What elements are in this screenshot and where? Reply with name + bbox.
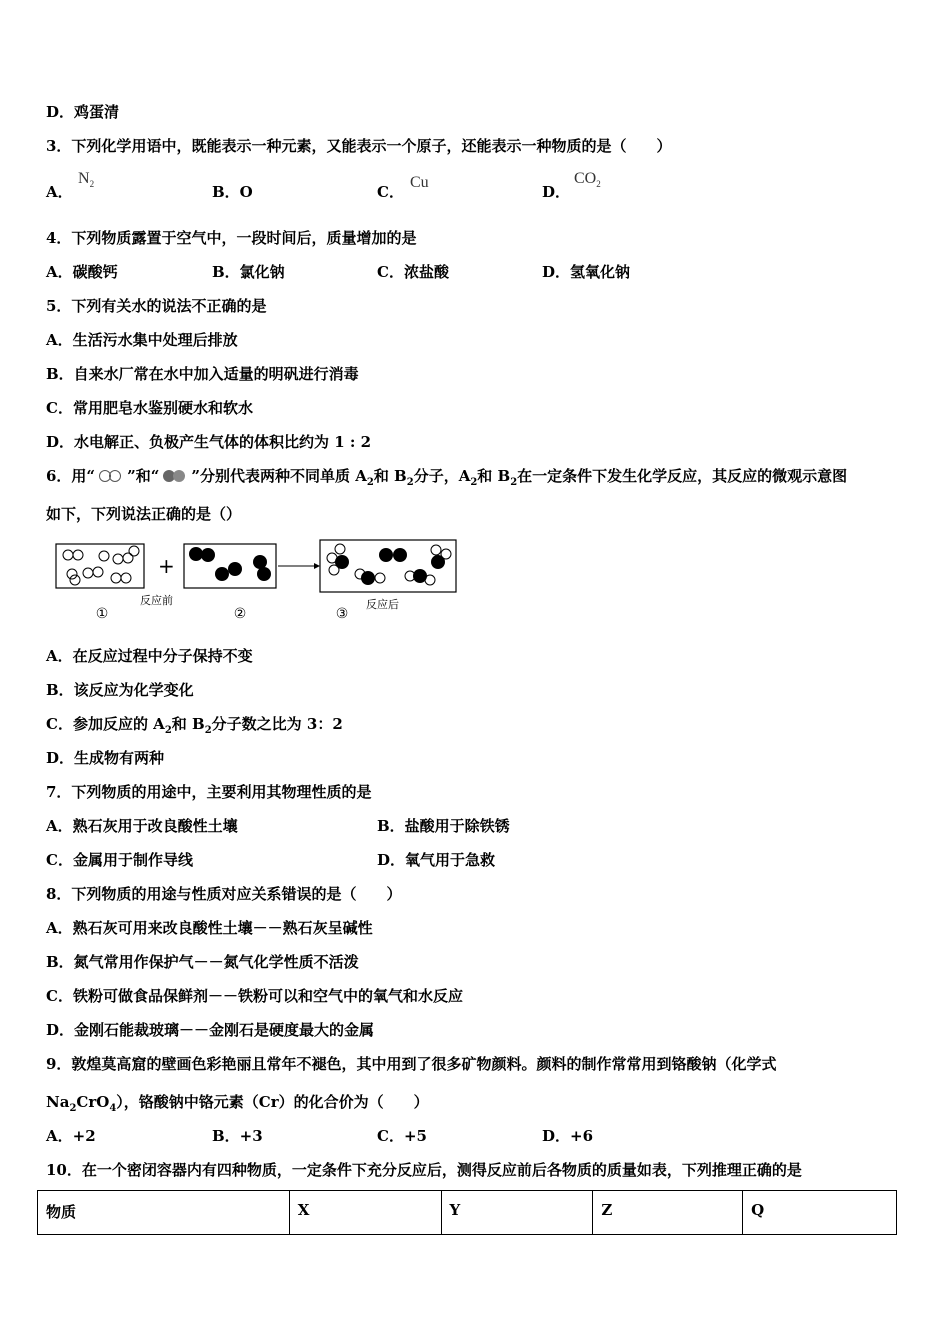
table-row [38,1191,897,1235]
q3-option-a-label: A． [46,183,73,201]
q5-option-c: C．常用肥皂水鉴别硬水和软水 [46,399,253,417]
table-header-cell: 物质 [38,1191,290,1235]
q9-option-c: C．+5 [377,1127,427,1145]
q8-option-c: C．铁粉可做食品保鲜剂－－铁粉可以和空气中的氧气和水反应 [46,987,463,1005]
table-header-cell: X [289,1191,441,1235]
q8-option-b: B．氮气常用作保护气－－氮气化学性质不活泼 [46,953,359,971]
q4-option-c: C．浓盐酸 [377,263,449,281]
table-header-cell: Y [441,1191,593,1235]
q9-option-d: D．+6 [542,1127,594,1145]
q7-option-a: A．熟石灰用于改良酸性土壤 [46,817,238,835]
q3-option-c-label: C． [377,183,404,201]
label-before: 反应前 [140,594,173,607]
q4-option-a: A．碳酸钙 [46,263,118,281]
q8-option-d: D．金刚石能裁玻璃－－金刚石是硬度最大的金属 [46,1021,375,1039]
label-after: 反应后 [366,598,399,611]
q6-option-a: A．在反应过程中分子保持不变 [46,647,253,665]
q5-stem: 5．下列有关水的说法不正确的是 [46,297,267,315]
label-2: ② [233,606,247,622]
q7-option-d: D．氧气用于急救 [377,851,496,869]
table-header-cell: Z [593,1191,743,1235]
q5-option-d: D．水电解正、负极产生气体的体积比约为 1 : 2 [46,433,372,451]
q6-option-c: C．参加反应的 $A_2$和 $B_2$分子数之比为 3：2 [46,715,343,736]
plus-sign: + [158,554,175,578]
b2-molecules [189,547,271,581]
q6-option-b: B．该反应为化学变化 [46,681,194,699]
q7-option-c: C．金属用于制作导线 [46,851,193,869]
table-header-cell: Q [743,1191,897,1235]
q9-option-a: A．+2 [46,1127,96,1145]
q3-option-d-formula: $CO_2$ [574,170,601,190]
q8-option-a: A．熟石灰可用来改良酸性土壤－－熟石灰呈碱性 [46,919,373,937]
q2-option-d: D．鸡蛋清 [46,103,120,121]
q3-option-c-formula: Cu [410,174,429,191]
a2-molecules [63,546,139,585]
q8-stem: 8．下列物质的用途与性质对应关系错误的是（ ） [46,885,402,903]
q9-stem-line2: $Na_2CrO_4$），铬酸钠中铬元素（Cr）的化合价为（ ） [46,1093,429,1114]
open-circles-icon [95,469,127,483]
q5-option-a: A．生活污水集中处理后排放 [46,331,238,349]
q10-table [37,1190,897,1235]
q3-option-b: B．O [212,183,253,201]
q9-option-b: B．+3 [212,1127,263,1145]
q4-option-d: D．氢氧化钠 [542,263,631,281]
label-3: ③ [335,606,349,622]
product-molecules [327,544,451,585]
label-1: ① [95,606,109,622]
q4-option-b: B．氯化钠 [212,263,285,281]
q3-option-d-label: D． [542,183,571,201]
q3-stem: 3．下列化学用语中，既能表示一种元素，又能表示一个原子，还能表示一种物质的是（ ） [46,137,672,155]
q6-stem-line2: 如下，下列说法正确的是（） [46,505,242,523]
q5-option-b: B．自来水厂常在水中加入适量的明矾进行消毒 [46,365,359,383]
reaction-diagram [46,536,466,628]
q4-stem: 4．下列物质露置于空气中，一段时间后，质量增加的是 [46,229,417,247]
filled-circles-icon [159,469,191,483]
q10-stem: 10．在一个密闭容器内有四种物质，一定条件下充分反应后，测得反应前后各物质的质量如表，下列推理正确的是 [46,1161,802,1179]
q3-option-a-formula: $N_2$ [78,170,95,190]
q6-option-d: D．生成物有两种 [46,749,165,767]
q6-stem: 6．用“ ”和“ ”分别代表两种不同单质 $A_2$和 $B_2$分子，$A_2$和 $B_2$在一定条件下发生化学反应，其反应的微观示意图 [46,467,848,488]
q7-stem: 7．下列物质的用途中，主要利用其物理性质的是 [46,783,372,801]
q7-option-b: B．盐酸用于除铁锈 [377,817,510,835]
q9-stem: 9．敦煌莫高窟的壁画色彩艳丽且常年不褪色，其中用到了很多矿物颜料。颜料的制作常常用到铬酸钠（化学式 [46,1055,777,1073]
